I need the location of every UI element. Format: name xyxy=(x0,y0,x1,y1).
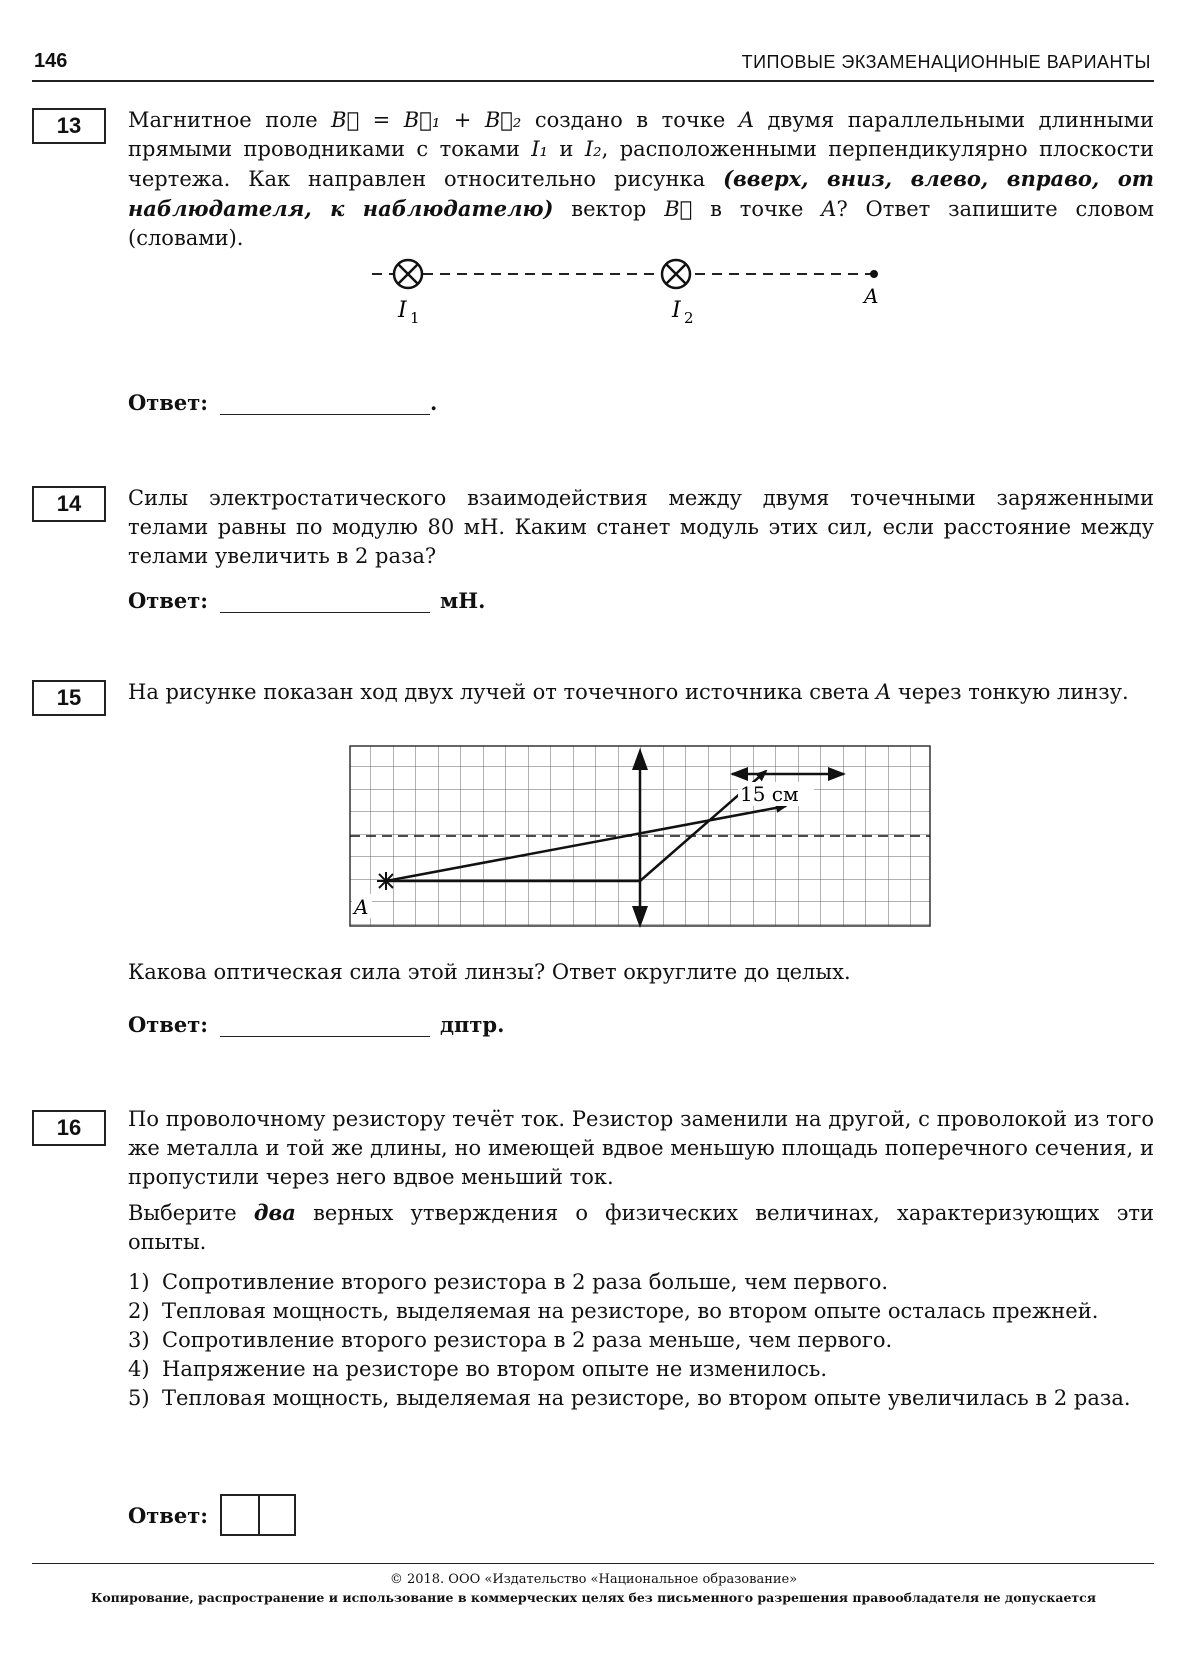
choice-number: 5) xyxy=(128,1386,150,1410)
q15-answer-label: Ответ: xyxy=(128,1012,209,1037)
q15-answer-unit: дптр. xyxy=(440,1012,505,1037)
q16-answer-label: Ответ: xyxy=(128,1502,209,1528)
q13-i1: I₁ xyxy=(531,137,548,161)
q13-answer-label: Ответ: xyxy=(128,390,209,415)
question-16-number-box: 16 xyxy=(32,1110,106,1146)
q13-i2: I₂ xyxy=(584,137,602,161)
q13-and: и xyxy=(559,137,574,161)
conductor-2-cross-icon xyxy=(662,260,690,288)
question-15-text xyxy=(128,678,1154,707)
footer-notice: Копирование, распространение и использование в коммерческих целях без письменного разрешения правообладателя не допускается xyxy=(90,1590,1097,1605)
choice-number: 1) xyxy=(128,1270,150,1294)
question-13-text xyxy=(128,106,1154,253)
choice-text: Тепловая мощность, выделяемая на резисторе, во втором опыте осталась прежней. xyxy=(162,1299,1099,1323)
q13-text-g: ? Ответ запишите словом (словами). xyxy=(128,197,1154,250)
q16-instr-bold: два xyxy=(253,1200,296,1225)
q13-vector-b: B⃗ xyxy=(664,197,693,221)
q13-answer-input-line[interactable] xyxy=(220,394,430,415)
q13-text-e: вектор xyxy=(571,197,647,221)
footer-copyright: © 2018. ООО «Издательство «Национальное образование» xyxy=(389,1572,798,1587)
q13-point: A xyxy=(738,108,755,132)
q15-answer-input-line[interactable] xyxy=(220,1016,430,1037)
q16-instr-a: Выберите xyxy=(128,1201,237,1225)
choice-number: 3) xyxy=(128,1328,150,1352)
q16-answer-boxes xyxy=(220,1494,296,1536)
q13-text-f: в точке xyxy=(710,197,804,221)
question-16-instruction xyxy=(128,1198,1154,1257)
q13-answer-unit: . xyxy=(430,390,438,415)
choice-text: Тепловая мощность, выделяемая на резисторе, во втором опыте увеличилась в 2 раза. xyxy=(162,1386,1131,1410)
q13-formula: B⃗ = B⃗₁ + B⃗₂ xyxy=(331,108,522,132)
point-a-dot xyxy=(870,270,878,278)
q13-text-a: Магнитное поле xyxy=(128,108,318,132)
q15-question: Какова оптическая сила этой линзы? Ответ округлите до целых. xyxy=(128,960,851,984)
q16-answer-cell-2[interactable] xyxy=(258,1496,294,1534)
q16-choice-5 xyxy=(128,1384,1154,1413)
choice-text: Сопротивление второго резистора в 2 раза меньше, чем первого. xyxy=(162,1328,893,1352)
choice-number: 4) xyxy=(128,1357,150,1381)
q14-answer-label: Ответ: xyxy=(128,588,209,613)
q13-options: (вверх, вниз, влево, вправо, от наблюдателя, к наблюдателю) xyxy=(128,166,1154,221)
running-header-title: ТИПОВЫЕ ЭКЗАМЕНАЦИОННЫЕ ВАРИАНТЫ xyxy=(741,52,1151,72)
q13-text-c: двумя параллельными длинными прямыми проводниками с токами xyxy=(128,108,1154,161)
label-point-a: A xyxy=(864,284,879,308)
conductor-1-cross-icon xyxy=(394,260,422,288)
choice-text: Сопротивление второго резистора в 2 раза больше, чем первого. xyxy=(162,1270,889,1294)
label-i1: I xyxy=(398,298,407,323)
footer-rule xyxy=(32,1563,1154,1564)
q16-instr-b: верных утверждения о физических величинах, характеризующих эти опыты. xyxy=(128,1201,1154,1254)
question-15-number-box: 15 xyxy=(32,680,106,716)
question-14-text: Силы электростатического взаимодействия между двумя точечными заряженными телами равны по модулю 80 мН. Каким станет модуль этих сил, если расстояние между телами увеличить в 2 раза? xyxy=(128,486,1154,568)
q13-text-b: создано в точке xyxy=(534,108,726,132)
q13-text-d: , расположенными перпендикулярно плоскости чертежа. Как направлен относительно рисунка xyxy=(128,137,1154,191)
label-i2-subscript: 2 xyxy=(684,309,694,327)
q16-answer-row xyxy=(128,1494,296,1536)
question-14-number-box: 14 xyxy=(32,486,106,522)
q13-conductors-diagram xyxy=(370,255,930,340)
label-i2: I xyxy=(672,298,681,323)
q16-choices-list xyxy=(128,1268,1154,1413)
q16-choice-2 xyxy=(128,1297,1154,1326)
q16-choice-1 xyxy=(128,1268,1154,1297)
light-source-star-icon xyxy=(377,872,395,890)
question-16-text: По проволочному резистору течёт ток. Резистор заменили на другой, с проволокой из того же металла и той же длины, но имеющей вдвое меньшую площадь поперечного сечения, и пропустили через него вдвое меньший ток. xyxy=(128,1107,1154,1189)
q16-choice-3 xyxy=(128,1326,1154,1355)
q15-lens-figure xyxy=(348,744,934,930)
label-i1-subscript: 1 xyxy=(410,309,420,327)
q15-text-a: На рисунке показан ход двух лучей от точечного источника света xyxy=(128,680,870,704)
q16-choice-4 xyxy=(128,1355,1154,1384)
q13-point-2: A xyxy=(821,197,837,221)
q14-answer-unit: мН. xyxy=(440,588,486,613)
choice-number: 2) xyxy=(128,1299,150,1323)
header-rule xyxy=(32,80,1154,82)
q15-point: A xyxy=(876,680,892,704)
scale-label: 15 см xyxy=(740,782,799,806)
source-label-a: A xyxy=(354,895,369,919)
q16-answer-cell-1[interactable] xyxy=(222,1496,258,1534)
question-13-number-box: 13 xyxy=(32,108,106,144)
q13-answer-row xyxy=(128,390,437,415)
q15-answer-row xyxy=(128,1012,504,1037)
q14-answer-row xyxy=(128,588,485,613)
page-number: 146 xyxy=(34,50,68,72)
q14-answer-input-line[interactable] xyxy=(220,592,430,613)
choice-text: Напряжение на резисторе во втором опыте не изменилось. xyxy=(162,1357,827,1381)
q15-text-b: через тонкую линзу. xyxy=(897,680,1129,704)
